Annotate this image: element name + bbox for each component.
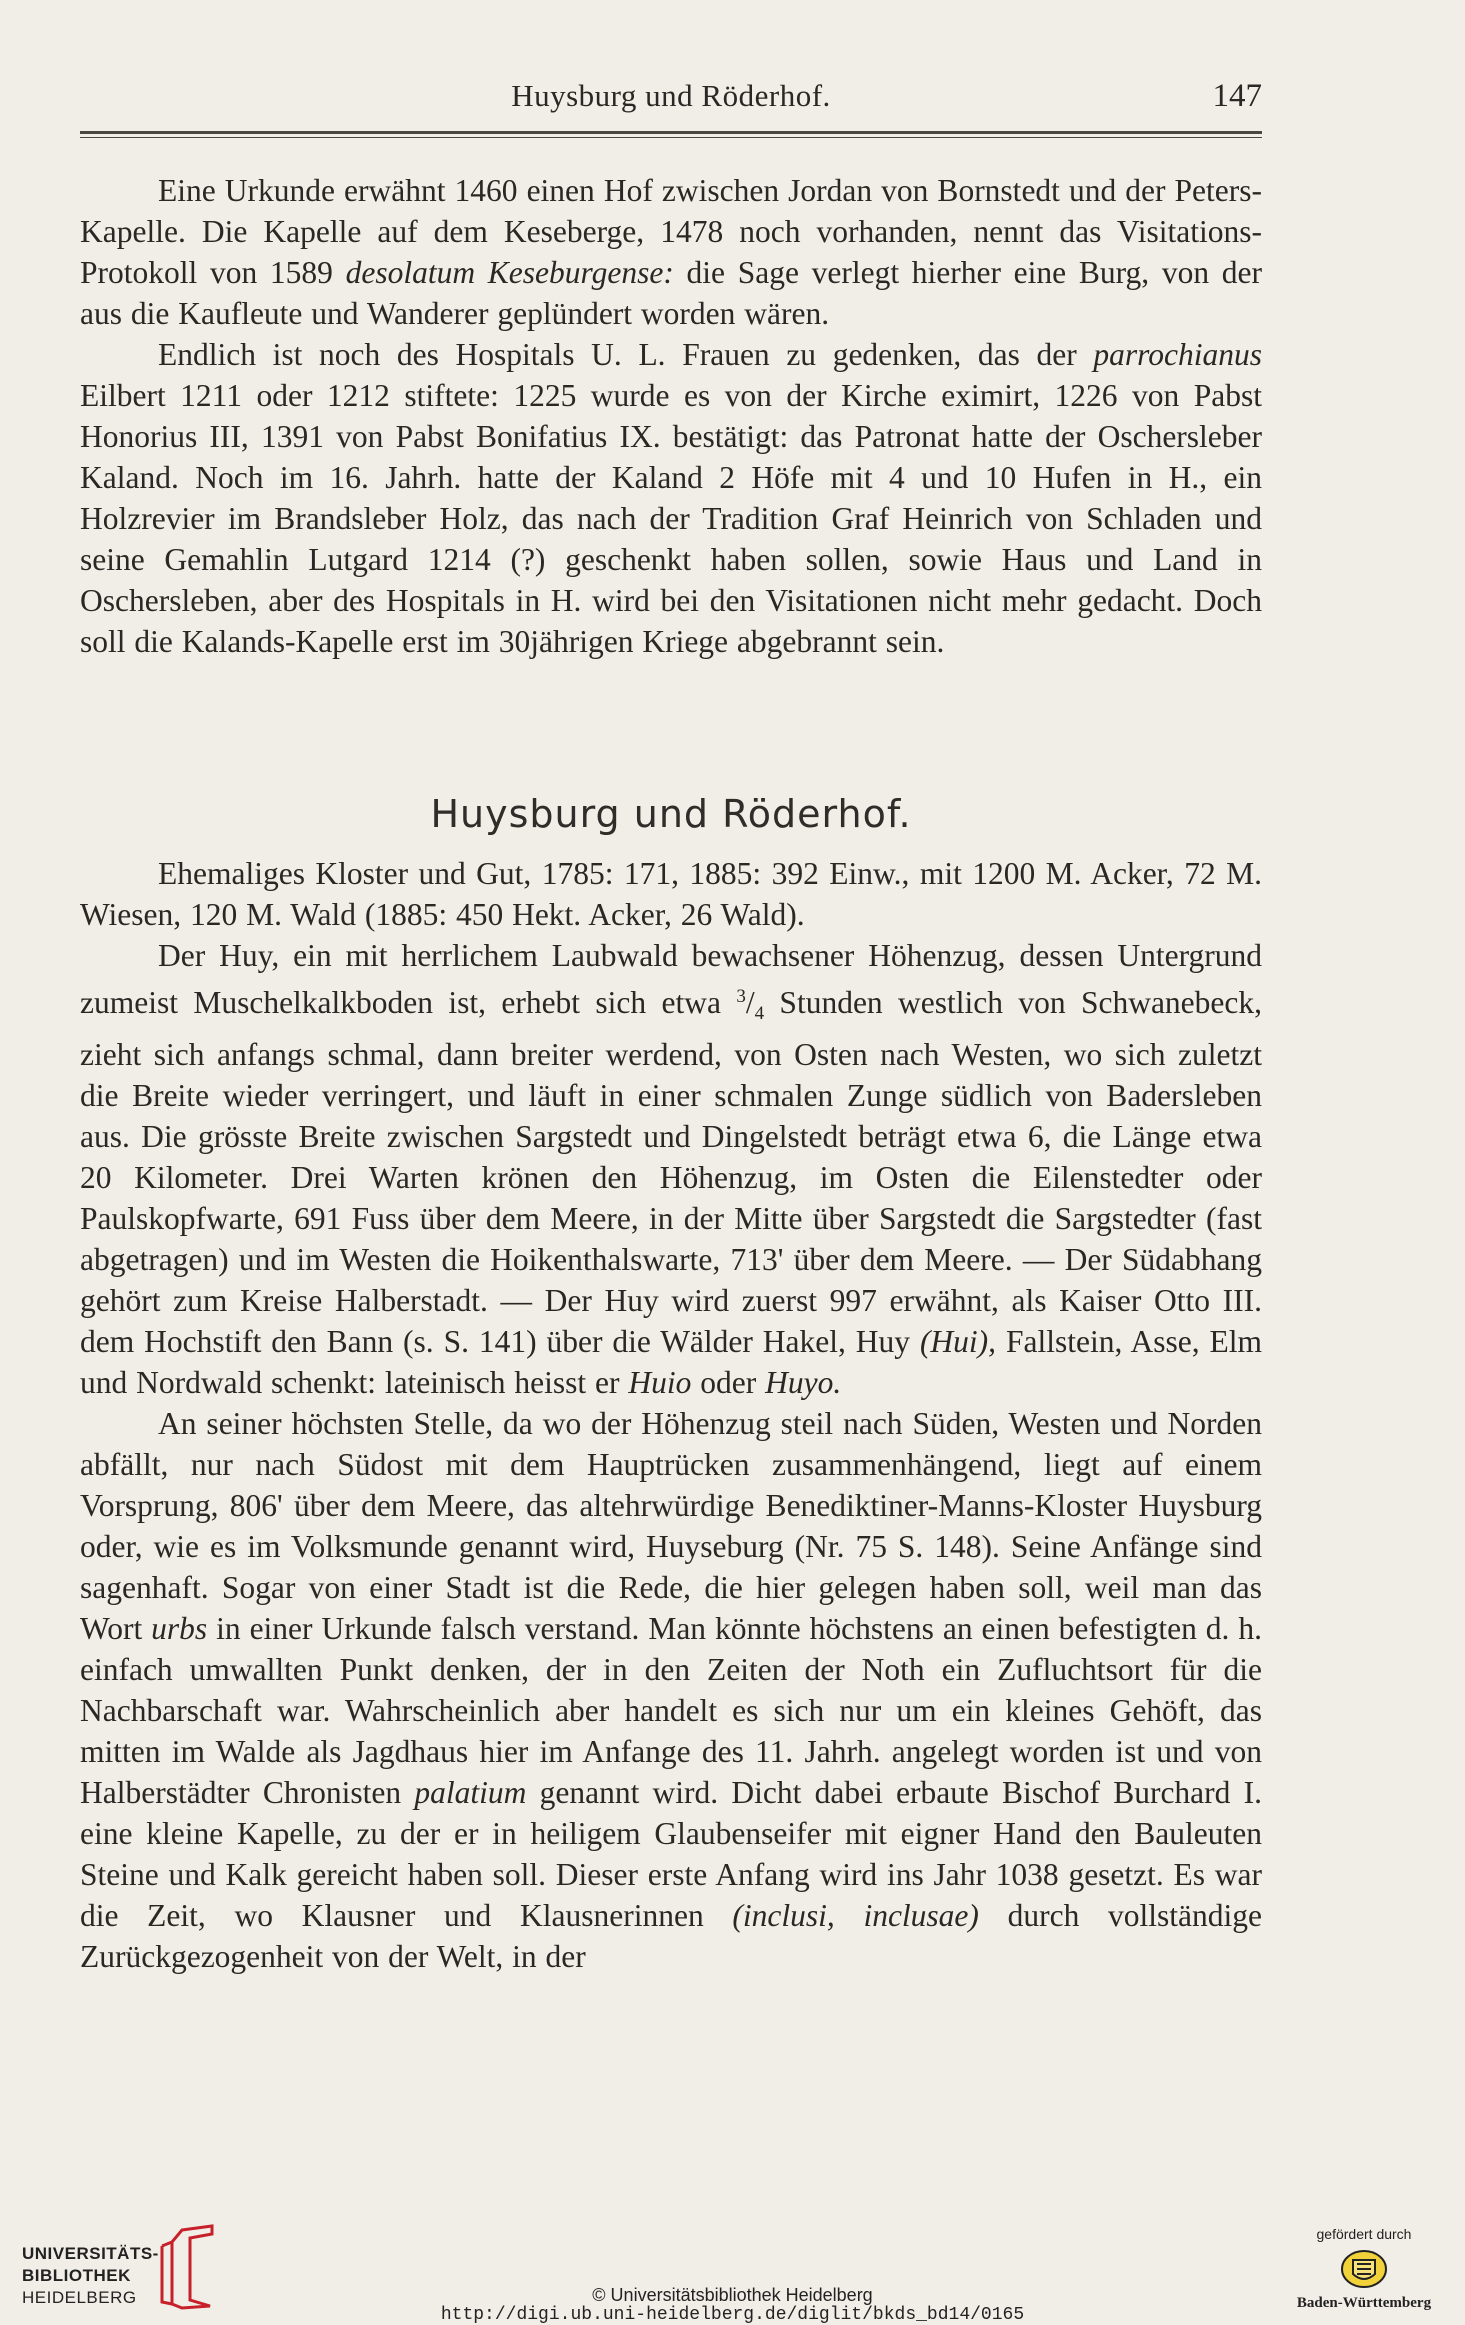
page-number: 147 bbox=[1212, 78, 1262, 114]
sponsor-block bbox=[1289, 2224, 1439, 2316]
section-body bbox=[80, 853, 1262, 1977]
header-rule-thin bbox=[80, 137, 1262, 138]
library-name-line: UNIVERSITÄTS- bbox=[22, 2244, 159, 2263]
state-coat-of-arms-icon bbox=[1339, 2248, 1389, 2290]
paragraph: Der Huy, ein mit herrlichem Laubwald bewachsener Höhenzug, dessen Untergrund zumeist Muschelkalkboden ist, erhebt sich etwa $^3/_4$ Stunden westlich von Schwanebeck, zieht sich anfangs schmal, dann breiter werdend, von Osten nach Westen, wo sich zuletzt die Breite wieder verringert, und läuft in einer schmalen Zunge südlich von Badersleben aus. Die grösste Breite zwischen Sargstedt und Dingelstedt beträgt etwa 6, die Länge etwa 20 Kilometer. Drei Warten krönen den Höhenzug, im Osten die Eilenstedter oder Paulskopfwarte, 691 Fuss über dem Meere, in der Mitte über Sargstedt die Sargstedter (fast abgetragen) und im Westen die Hoikenthalswarte, 713' über dem Meere. — Der Südabhang gehört zum Kreise Halberstadt. — Der Huy wird zuerst 997 erwähnt, als Kaiser Otto III. dem Hochstift den Bann (s. S. 141) über die Wälder Hakel, Huy (Hui), Fallstein, Asse, Elm und Nordwald schenkt: lateinisch heisst er Huio oder Huyo. bbox=[80, 938, 1263, 1400]
sponsor-name: Baden-Württemberg bbox=[1296, 2295, 1432, 2311]
paragraph: Endlich ist noch des Hospitals U. L. Frauen zu gedenken, das der parrochianus Eilbert 1211 oder 1212 stiftete: 1225 wurde es von der Kirche eximirt, 1226 von Pabst Honorius III, 1391 von Pabst Bonifatius IX. bestätigt: das Patronat hatte der Oschersleber Kaland. Noch im 16. Jahrh. hatte der Kaland 2 Höfe mit 4 und 10 Hufen in H., ein Holzrevier im Brandsleber Holz, das nach der Tradition Graf Heinrich von Schladen und seine Gemahlin Lutgard 1214 (?) geschenkt haben sollen, sowie Haus und Land in Oschersleben, aber des Hospitals in H. wird bei den Visitationen nicht mehr gedacht. Doch soll die Kalands-Kapelle erst im 30jährigen Kriege abgebrannt sein. bbox=[80, 337, 1262, 659]
library-name-line: HEIDELBERG bbox=[22, 2288, 137, 2307]
section-heading: Huysburg und Röderhof. bbox=[430, 792, 912, 836]
header-rule-thick bbox=[80, 131, 1262, 134]
permalink-url[interactable]: http://digi.ub.uni-heidelberg.de/diglit/bkds_bd14/0165 bbox=[440, 2305, 1025, 2325]
library-name-line: BIBLIOTHEK bbox=[22, 2266, 131, 2285]
running-title: Huysburg und Röderhof. bbox=[511, 78, 831, 113]
paragraph: Eine Urkunde erwähnt 1460 einen Hof zwischen Jordan von Bornstedt und der Peters-Kapelle. Die Kapelle auf dem Keseberge, 1478 noch vorhanden, nennt das Visitations-Protokoll von 1589 desolatum Keseburgense: die Sage verlegt hierher eine Burg, von der aus die Kaufleute und Wanderer geplündert worden wären. bbox=[80, 173, 1262, 331]
paragraph: Ehemaliges Kloster und Gut, 1785: 171, 1885: 392 Einw., mit 1200 M. Acker, 72 M. Wiesen, 120 M. Wald (1885: 450 Hekt. Acker, 26 Wald). bbox=[80, 856, 1262, 932]
paragraph: An seiner höchsten Stelle, da wo der Höhenzug steil nach Süden, Westen und Norden abfällt, nur nach Südost mit dem Hauptrücken zusammenhängend, liegt auf einem Vorsprung, 806' über dem Meere, das altehrwürdige Benediktiner-Manns-Kloster Huysburg oder, wie es im Volksmunde genannt wird, Huyseburg (Nr. 75 S. 148). Seine Anfänge sind sagenhaft. Sogar von einer Stadt ist die Rede, die hier gelegen haben soll, weil man das Wort urbs in einer Urkunde falsch verstand. Man könnte höchstens an einen befestigten d. h. einfach umwallten Punkt denken, der in den Zeiten der Noth ein Zufluchtsort für die Nachbarschaft war. Wahrscheinlich aber handelt es sich nur um ein kleines Gehöft, das mitten im Walde als Jagdhaus hier im Anfange des 11. Jahrh. angelegt worden ist und von Halberstädter Chronisten palatium genannt wird. Dicht dabei erbaute Bischof Burchard I. eine kleine Kapelle, zu der er in heiligem Glaubenseifer mit eigner Hand den Bauleuten Steine und Kalk gereicht haben soll. Dieser erste Anfang wird ins Jahr 1038 gesetzt. Es war die Zeit, wo Klausner und Klausnerinnen (inclusi, inclusae) durch vollständige Zurückgezogenheit von der Welt, in der bbox=[80, 1406, 1263, 1974]
copyright-notice: © Universitätsbibliothek Heidelberg bbox=[592, 2285, 873, 2305]
page-header bbox=[80, 78, 1262, 122]
sponsor-label: gefördert durch bbox=[1316, 2226, 1412, 2242]
section-continuation bbox=[80, 170, 1262, 662]
